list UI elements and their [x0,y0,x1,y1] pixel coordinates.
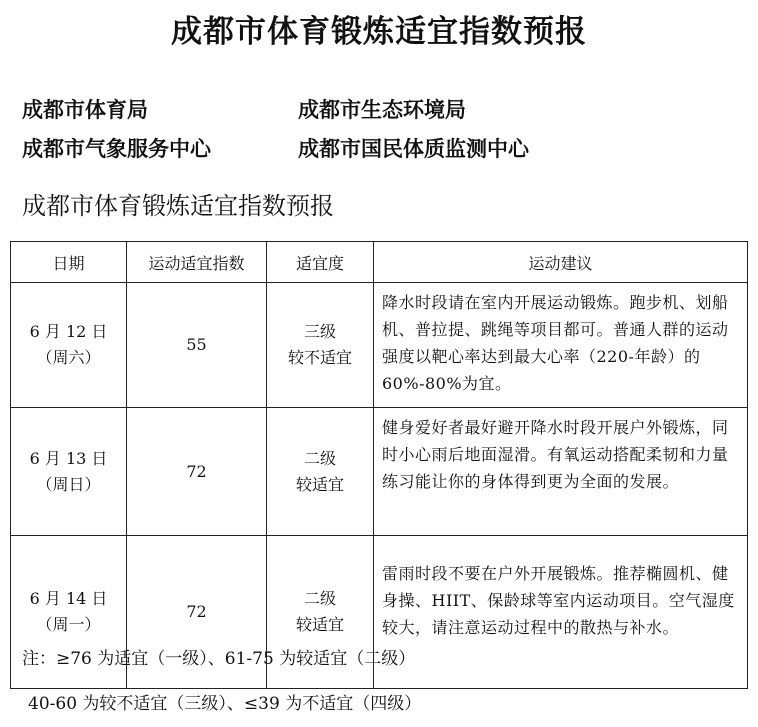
date-cell [11,408,127,536]
index-cell: 55 [127,283,267,408]
weekday-text: （周日） [36,474,101,494]
level-description: 较适宜 [295,615,344,634]
header-index: 运动适宜指数 [127,242,267,283]
date-text: 6 月 13 日 [29,448,108,468]
level-cell [267,408,374,536]
advice-cell: 降水时段请在室内开展运动锻炼。跑步机、划船机、普拉提、跳绳等项目都可。普通人群的运动强度以靶心率达到最大心率（220-年龄）的 60%-80%为宜。 [374,283,748,408]
org-fitness-monitoring: 成都市国民体质监测中心 [298,136,529,161]
note-line-1: 注：≥76 为适宜（一级）、61-75 为较适宜（二级） [22,649,416,669]
table-row [11,283,748,408]
header-advice: 运动建议 [374,242,748,283]
weekday-text: （周六） [36,348,101,367]
advice-cell: 雷雨时段不要在户外开展锻炼。推荐椭圆机、健身操、HIIT、保龄球等室内运动项目。空气湿度较大，请注意运动过程中的散热与补水。 [374,536,748,689]
level-description: 较适宜 [295,474,344,494]
index-cell: 72 [127,408,267,536]
header-date: 日期 [11,242,127,283]
index-cell: 72 [127,536,267,689]
forecast-table [10,241,748,689]
page-title: 成都市体育锻炼适宜指数预报 [171,14,587,50]
level-grade: 二级 [303,448,336,468]
advice-cell: 健身爱好者最好避开降水时段开展户外锻炼，同时小心雨后地面湿滑。有氧运动搭配柔韧和力量练习能让你的身体得到更为全面的发展。 [374,408,748,536]
table-row [11,408,748,536]
table-header-row [11,242,748,283]
date-text: 6 月 14 日 [29,589,108,608]
table-title: 成都市体育锻炼适宜指数预报 [22,192,334,220]
level-description: 较不适宜 [287,348,352,367]
date-text: 6 月 12 日 [29,322,108,341]
header-level: 适宜度 [267,242,374,283]
note-line-2: 40-60 为较不适宜（三级）、≤39 为不适宜（四级） [28,694,422,714]
org-weather-service: 成都市气象服务中心 [22,136,211,161]
org-sports-bureau: 成都市体育局 [22,97,148,122]
org-ecology-bureau: 成都市生态环境局 [298,97,466,122]
level-grade: 三级 [303,322,336,341]
date-cell [11,283,127,408]
weekday-text: （周一） [36,615,101,634]
level-cell [267,283,374,408]
level-grade: 二级 [303,589,336,608]
